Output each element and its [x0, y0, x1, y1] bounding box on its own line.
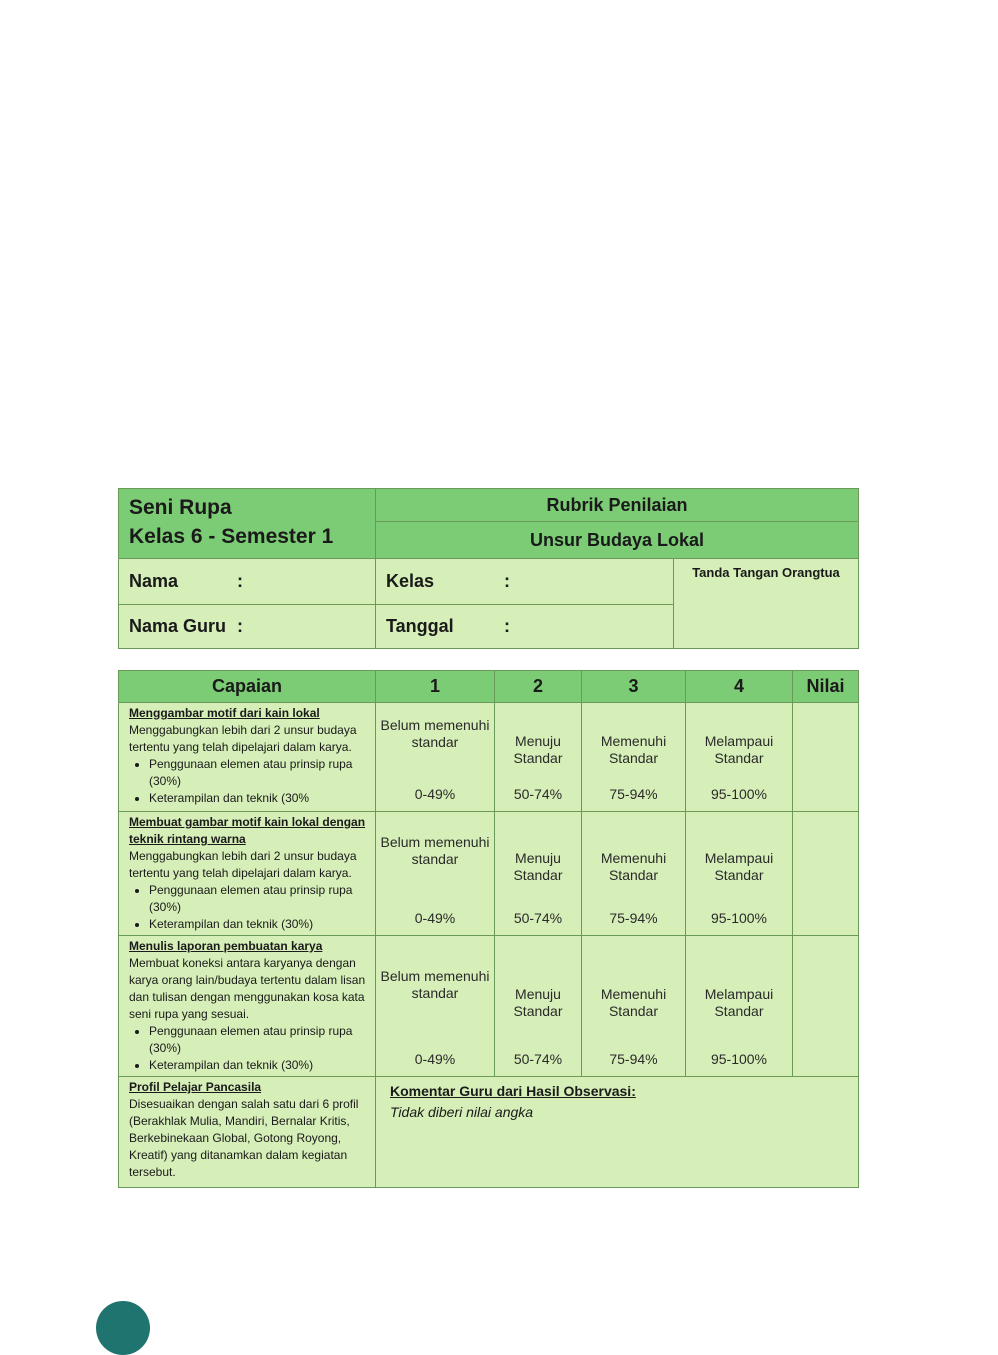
subject-cell: [119, 489, 376, 559]
kelas-label: Kelas: [386, 571, 435, 591]
col-nilai: Nilai: [793, 671, 859, 703]
comment-value: Tidak diberi nilai angka: [390, 1104, 534, 1120]
nilai-cell[interactable]: [793, 703, 859, 812]
criterion-title: Menggambar motif dari kain lokal: [129, 706, 320, 720]
signature-label: Tanda Tangan Orangtua: [692, 565, 840, 580]
rubric-table: [118, 670, 859, 1188]
table-row: [119, 703, 859, 812]
page-marker-circle: [96, 1301, 150, 1355]
criterion-cell: [119, 812, 376, 936]
kelas-colon: :: [504, 571, 510, 591]
bullet-item: • Keterampilan dan teknik (30%): [149, 916, 371, 933]
level-3-cell: [582, 936, 686, 1077]
level-range: 50-74%: [513, 910, 563, 926]
criterion-title: Membuat gambar motif kain lokal dengan teknik rintang warna: [129, 815, 366, 846]
level-range: 75-94%: [609, 786, 658, 802]
level-range: 95-100%: [710, 786, 768, 802]
level-label: Menuju Standar: [513, 733, 563, 766]
level-label: Belum memenuhi standar: [380, 717, 490, 750]
subject-title: Seni Rupa: [129, 496, 232, 519]
level-range: 75-94%: [609, 1051, 658, 1067]
tanggal-field[interactable]: [376, 605, 674, 649]
level-label: Menuju Standar: [513, 850, 563, 883]
level-2-cell: [495, 703, 582, 812]
nama-field[interactable]: [119, 559, 376, 605]
level-range: 0-49%: [414, 1051, 456, 1067]
level-4-cell: [686, 812, 793, 936]
criterion-desc: Menggabungkan lebih dari 2 unsur budaya tertentu yang telah dipelajari dalam karya.: [129, 723, 357, 754]
criterion-desc: Membuat koneksi antara karyanya dengan karya orang lain/budaya tertentu dalam lisan dan tulisan dengan menggunakan kosa kata seni rupa yang sesuai.: [129, 956, 366, 1021]
level-label: Menuju Standar: [513, 986, 563, 1019]
profile-desc: Disesuaikan dengan salah satu dari 6 profil (Berakhlak Mulia, Mandiri, Bernalar Kritis, Berkebinekaan Global, Gotong Royong, Kreatif) yang ditanamkan dalam kegiatan tersebut.: [129, 1097, 359, 1179]
level-label: Belum memenuhi standar: [380, 834, 490, 867]
level-label: Belum memenuhi standar: [380, 968, 490, 1001]
col-level-3: 3: [582, 671, 686, 703]
col-level-4: 4: [686, 671, 793, 703]
col-level-2: 2: [495, 671, 582, 703]
teacher-comment-cell[interactable]: [376, 1077, 859, 1188]
tanggal-label: Tanggal: [386, 616, 454, 636]
nama-guru-label: Nama Guru: [129, 616, 227, 636]
level-range: 50-74%: [513, 1051, 563, 1067]
signature-cell[interactable]: [674, 559, 859, 649]
level-1-cell: [376, 936, 495, 1077]
col-capaian: Capaian: [119, 671, 376, 703]
level-1-cell: [376, 812, 495, 936]
subject-class: Kelas 6 - Semester 1: [129, 525, 334, 548]
bullet-item: • Penggunaan elemen atau prinsip rupa (30%): [149, 756, 371, 790]
nilai-cell[interactable]: [793, 812, 859, 936]
rubric-title: Rubrik Penilaian: [376, 489, 859, 522]
table-row: [119, 936, 859, 1077]
level-3-cell: [582, 812, 686, 936]
level-range: 75-94%: [609, 910, 658, 926]
criterion-bullets: [129, 1023, 371, 1074]
criterion-bullets: [129, 756, 371, 807]
criterion-desc: Menggabungkan lebih dari 2 unsur budaya tertentu yang telah dipelajari dalam karya.: [129, 849, 357, 880]
nama-colon: :: [237, 571, 243, 591]
level-label: Memenuhi Standar: [600, 986, 667, 1019]
level-label: Memenuhi Standar: [600, 850, 667, 883]
rubric-subtitle: Unsur Budaya Lokal: [376, 522, 859, 559]
level-range: 95-100%: [710, 1051, 768, 1067]
criterion-cell: [119, 703, 376, 812]
level-label: Melampaui Standar: [704, 850, 774, 883]
col-level-1: 1: [376, 671, 495, 703]
table-row: [119, 1077, 859, 1188]
table-row: [119, 812, 859, 936]
level-label: Memenuhi Standar: [600, 733, 667, 766]
level-range: 95-100%: [710, 910, 768, 926]
level-range: 0-49%: [414, 786, 456, 802]
criterion-bullets: [129, 882, 371, 933]
header-table: [118, 488, 859, 649]
level-4-cell: [686, 703, 793, 812]
bullet-item: • Penggunaan elemen atau prinsip rupa (30%): [149, 1023, 371, 1057]
nama-guru-colon: :: [237, 616, 243, 636]
criterion-title: Menulis laporan pembuatan karya: [129, 939, 323, 953]
level-label: Melampaui Standar: [704, 733, 774, 766]
level-4-cell: [686, 936, 793, 1077]
bullet-item: • Penggunaan elemen atau prinsip rupa (30%): [149, 882, 371, 916]
level-2-cell: [495, 936, 582, 1077]
bullet-item: • Keterampilan dan teknik (30%): [149, 1057, 371, 1074]
level-3-cell: [582, 703, 686, 812]
nama-label: Nama: [129, 571, 179, 591]
level-2-cell: [495, 812, 582, 936]
nama-guru-field[interactable]: [119, 605, 376, 649]
nilai-cell[interactable]: [793, 936, 859, 1077]
kelas-field[interactable]: [376, 559, 674, 605]
level-label: Melampaui Standar: [704, 986, 774, 1019]
tanggal-colon: :: [504, 616, 510, 636]
level-1-cell: [376, 703, 495, 812]
level-range: 50-74%: [513, 786, 563, 802]
bullet-item: • Keterampilan dan teknik (30%: [149, 790, 371, 807]
profile-cell: [119, 1077, 376, 1188]
level-range: 0-49%: [414, 910, 456, 926]
comment-title: Komentar Guru dari Hasil Observasi:: [390, 1083, 636, 1099]
criterion-cell: [119, 936, 376, 1077]
profile-title: Profil Pelajar Pancasila: [129, 1080, 262, 1094]
